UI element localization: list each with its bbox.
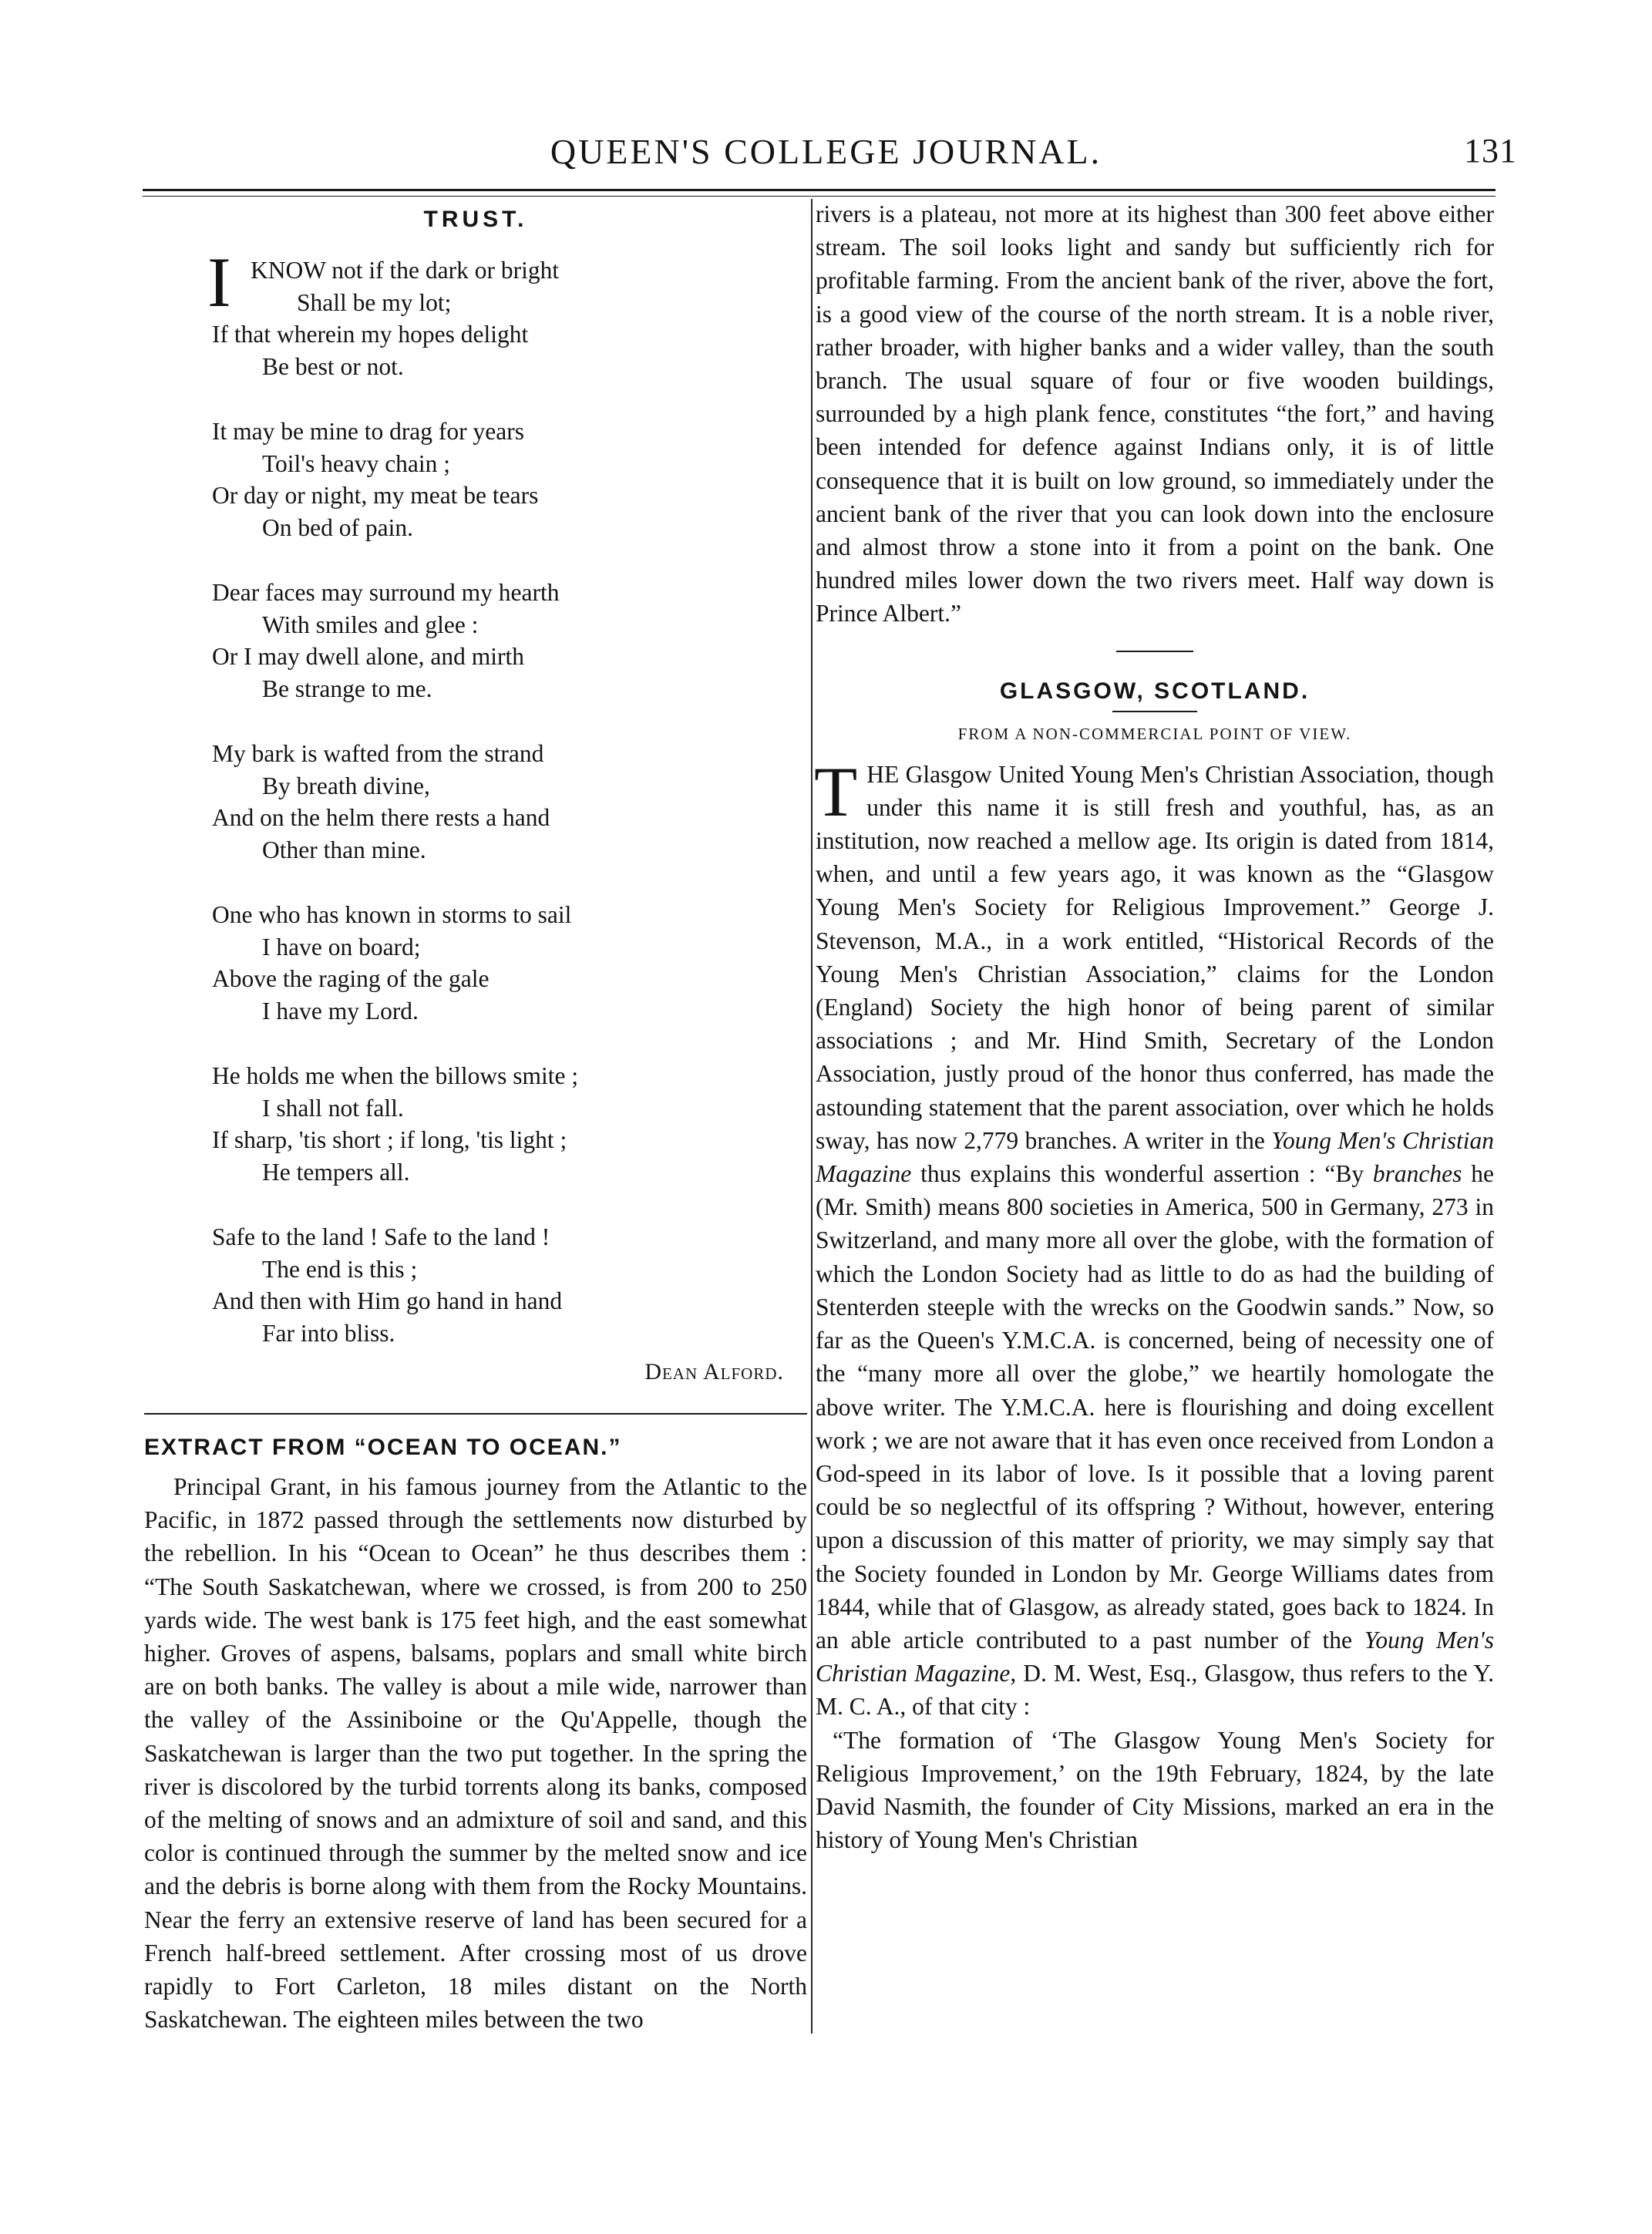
poem-line: One who has known in storms to sail — [212, 901, 572, 928]
poem-line: Shall be my lot; — [297, 288, 452, 316]
glasgow-text: , D. M. West, Esq., Glasgow, thus refers to the Y. M. C. A., of that city : — [816, 1660, 1494, 1721]
left-column — [144, 202, 807, 2036]
poem-line: Dear faces may surround my hearth — [212, 579, 560, 606]
section-divider — [144, 1413, 807, 1415]
poem-line: Or day or night, my meat be tears — [212, 482, 539, 509]
poem-line: On bed of pain. — [262, 513, 413, 541]
poem-line: And then with Him go hand in hand — [212, 1287, 563, 1314]
poem-stanza — [212, 899, 807, 1027]
glasgow-text: HE Glasgow United Young Men's Christian Association, though under this name it is still fresh and youthful, has, as an institution, now reached a mellow age. Its origin is dated from 1814, when, and until a few years ago, it was known as the “Glasgow Young Men's Society for Religious Improvement.” George J. Stevenson, M.A., in a work entitled, “Historical Records of the Young Men's Christian Association,” claims for the London (England) Society the high honor of being parent of similar associations ; and Mr. Hind Smith, Secretary of the London Association, justly proud of the honor thus conferred, has made the astounding statement that the parent association, over which he holds sway, has now 2,779 branches. A writer in the — [816, 760, 1494, 1154]
article-extract — [144, 1435, 807, 2036]
article-glasgow — [816, 678, 1494, 1857]
glasgow-text: he (Mr. Smith) means 800 societies in America, 500 in Germany, 273 in Switzerland, and many more all over the globe, with the formation of which the London Society had as little to do as had the building of Stenterden steeple with the wrecks on the Goodwin sands.” Now, so far as the Queen's Y.M.C.A. is concerned, being of necessity one of the “many more all over the globe,” we heartily homologate the above writer. The Y.M.C.A. here is flourishing and doing excellent work ; we are not aware that it has even once received from London a God-speed in its labor of love. Is it possible that a loving parent could be so neglectful of its offspring ? Without, however, entering upon a discussion of this matter of priority, we may simply say that the Society founded in London by Mr. George Williams dates from 1844, while that of Glasgow, as already stated, goes back to 1824. In an able article contributed to a past number of the — [816, 1160, 1494, 1654]
poem-line: And on the helm there rests a hand — [212, 804, 550, 831]
poem-stanza — [212, 1221, 807, 1349]
poem-line: It may be mine to drag for years — [212, 418, 524, 445]
poem-line: Safe to the land ! Safe to the land ! — [212, 1223, 550, 1250]
extract-body: Principal Grant, in his famous journey from the Atlantic to the Pacific, in 1872 passed through the settlements now disturbed by the rebellion. In his “Ocean to Ocean” he thus describes them : “The South Saskatchewan, where we crossed, is from 200 to 250 yards wide. The west bank is 175 feet high, and the east somewhat higher. Groves of aspens, balsams, poplars and small white birch are on both banks. The valley is about a mile wide, narrower than the valley of the Assiniboine or the Qu'Appelle, though the Saskatchewan is larger than the two put together. In the spring the river is discolored by the turbid torrents along its banks, composed of the melting of snows and an admixture of soil and sand, and this color is continued through the summer by the melted snow and ice and the debris is borne along with them from the Rocky Mountains. Near the ferry an extensive reserve of land has been secured for a French half-breed settlement. After crossing most of us drove rapidly to Fort Carleton, 18 miles distant on the North Saskatchewan. The eighteen miles between the two — [144, 1473, 807, 2034]
glasgow-drop-cap: T — [814, 752, 858, 831]
extract-title: EXTRACT FROM “OCEAN TO OCEAN.” — [144, 1435, 622, 1460]
poem-line: Other than mine. — [262, 836, 426, 863]
poem-trust — [144, 207, 807, 1385]
column-separator — [811, 199, 813, 2034]
poem-line: I shall not fall. — [262, 1094, 404, 1122]
poem-author: Dean Alford. — [644, 1359, 784, 1384]
page-number: 131 — [1464, 132, 1517, 170]
poem-line: I have on board; — [262, 933, 421, 961]
poem-line: I have my Lord. — [262, 997, 419, 1024]
poem-stanza — [212, 738, 807, 866]
poem-line: If that wherein my hopes delight — [212, 321, 529, 348]
magazine-title: Young Men's Christian Magazine — [816, 1126, 1494, 1188]
emphasis-branches: branches — [1372, 1160, 1462, 1188]
poem-line: If sharp, 'tis short ; if long, 'tis light ; — [212, 1126, 567, 1153]
magazine-title: Young Men's Christian Magazine — [816, 1626, 1494, 1687]
poem-stanza — [212, 1060, 807, 1188]
poem-line: With smiles and glee : — [262, 611, 479, 638]
poem-stanza — [212, 577, 807, 705]
right-column — [816, 202, 1494, 1856]
poem-line: He tempers all. — [262, 1158, 410, 1186]
glasgow-title: GLASGOW, SCOTLAND. — [999, 678, 1310, 704]
poem-line: Or I may dwell alone, and mirth — [212, 643, 525, 670]
poem-line: Be best or not. — [262, 352, 404, 380]
poem-line: Far into bliss. — [262, 1319, 395, 1347]
journal-title: QUEEN'S COLLEGE JOURNAL. — [550, 132, 1102, 171]
article-end-rule — [1116, 651, 1193, 652]
poem-stanza — [207, 243, 807, 382]
poem-line: Toil's heavy chain ; — [262, 449, 451, 477]
poem-line: He holds me when the billows smite ; — [212, 1062, 579, 1089]
poem-title: TRUST. — [423, 207, 528, 232]
poem-line: By breath divine, — [262, 772, 430, 799]
poem-line: Be strange to me. — [262, 675, 432, 702]
glasgow-body — [814, 752, 1494, 1724]
title-underline — [1112, 711, 1197, 712]
poem-line: The end is this ; — [262, 1255, 418, 1283]
header-rule-thick — [143, 189, 1496, 191]
glasgow-subtitle: FROM A NON-COMMERCIAL POINT OF VIEW. — [957, 724, 1352, 743]
extract-continuation: rivers is a plateau, not more at its highest than 300 feet above either stream. The soil looks light and sandy but sufficiently rich for profitable farming. From the ancient bank of the river, above the fort, is a good view of the course of the north stream. It is a noble river, rather broader, with higher banks and a wider valley, than the south branch. The usual square of four or five wooden buildings, surrounded by a high plank fence, constitutes “the fort,” and having been intended for defence against Indians only, it is of little consequence that it is built on low ground, so immediately under the ancient bank of the river that you can look down into the enclosure and almost throw a stone into it from a point on the bank. One hundred miles lower down the two rivers meet. Half way down is Prince Albert.” — [816, 200, 1494, 627]
poem-line: KNOW not if the dark or bright — [251, 257, 560, 284]
glasgow-quote: “The formation of ‘The Glasgow Young Men's Society for Religious Improvement,’ on the 19th February, 1824, by the late David Nasmith, the founder of City Missions, marked an era in the history of Young Men's Christian — [816, 1726, 1494, 1854]
glasgow-text: thus explains this wonderful assertion : “By — [911, 1160, 1373, 1188]
poem-drop-cap: I — [207, 243, 231, 321]
header-rule-thin — [143, 196, 1496, 197]
poem-line: My bark is wafted from the strand — [212, 740, 544, 767]
poem-stanza — [212, 416, 807, 543]
poem-line: Above the raging of the gale — [212, 965, 490, 992]
poem-body — [207, 243, 807, 1349]
